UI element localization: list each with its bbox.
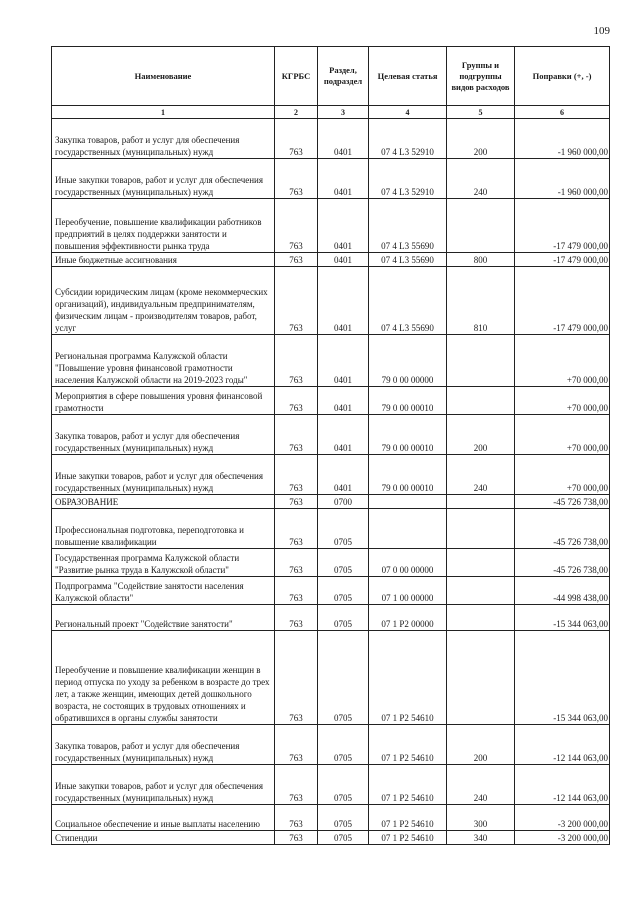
- cell-razdel: 0700: [318, 495, 369, 509]
- cell-target-article: [369, 509, 447, 549]
- column-number: 3: [318, 106, 369, 119]
- cell-amount: -1 960 000,00: [515, 159, 610, 199]
- cell-name: Иные закупки товаров, работ и услуг для обеспечения государственных (муниципальных) нужд: [52, 455, 275, 495]
- cell-name: Мероприятия в сфере повышения уровня финансовой грамотности: [52, 387, 275, 415]
- column-number-row: [52, 106, 610, 119]
- cell-expense-group: 300: [447, 805, 515, 831]
- table-row: [52, 805, 610, 831]
- cell-target-article: 79 0 00 00000: [369, 335, 447, 387]
- cell-razdel: 0401: [318, 199, 369, 253]
- cell-kgrbs: 763: [275, 765, 318, 805]
- cell-razdel: 0705: [318, 805, 369, 831]
- cell-expense-group: 800: [447, 253, 515, 267]
- cell-kgrbs: 763: [275, 267, 318, 335]
- header-vr: Группы и подгруппы видов расходов: [447, 47, 515, 106]
- cell-amount: -12 144 063,00: [515, 725, 610, 765]
- cell-amount: -17 479 000,00: [515, 267, 610, 335]
- cell-amount: -3 200 000,00: [515, 831, 610, 845]
- cell-amount: +70 000,00: [515, 455, 610, 495]
- cell-name: Иные бюджетные ассигнования: [52, 253, 275, 267]
- cell-razdel: 0401: [318, 119, 369, 159]
- cell-expense-group: 240: [447, 765, 515, 805]
- table-row: [52, 335, 610, 387]
- cell-amount: -45 726 738,00: [515, 509, 610, 549]
- table-row: [52, 549, 610, 577]
- cell-amount: +70 000,00: [515, 335, 610, 387]
- cell-target-article: [369, 495, 447, 509]
- cell-razdel: 0401: [318, 455, 369, 495]
- cell-amount: +70 000,00: [515, 387, 610, 415]
- cell-target-article: 07 1 P2 54610: [369, 765, 447, 805]
- cell-kgrbs: 763: [275, 631, 318, 725]
- cell-name: Региональный проект "Содействие занятости": [52, 605, 275, 631]
- cell-kgrbs: 763: [275, 387, 318, 415]
- cell-target-article: 07 1 P2 54610: [369, 631, 447, 725]
- cell-kgrbs: 763: [275, 119, 318, 159]
- header-row: [52, 47, 610, 106]
- table-row: [52, 831, 610, 845]
- cell-expense-group: [447, 335, 515, 387]
- cell-kgrbs: 763: [275, 159, 318, 199]
- cell-kgrbs: 763: [275, 577, 318, 605]
- column-number: 1: [52, 106, 275, 119]
- cell-razdel: 0401: [318, 415, 369, 455]
- cell-target-article: 07 4 L3 55690: [369, 253, 447, 267]
- cell-expense-group: 240: [447, 159, 515, 199]
- cell-kgrbs: 763: [275, 455, 318, 495]
- cell-amount: -15 344 063,00: [515, 631, 610, 725]
- cell-kgrbs: 763: [275, 199, 318, 253]
- column-number: 4: [369, 106, 447, 119]
- cell-target-article: 07 1 P2 54610: [369, 831, 447, 845]
- cell-razdel: 0705: [318, 765, 369, 805]
- cell-razdel: 0401: [318, 253, 369, 267]
- cell-expense-group: [447, 577, 515, 605]
- cell-expense-group: 240: [447, 455, 515, 495]
- cell-target-article: 07 4 L3 52910: [369, 119, 447, 159]
- cell-expense-group: [447, 631, 515, 725]
- cell-expense-group: [447, 605, 515, 631]
- cell-name: Иные закупки товаров, работ и услуг для обеспечения государственных (муниципальных) нужд: [52, 765, 275, 805]
- cell-razdel: 0705: [318, 509, 369, 549]
- cell-kgrbs: 763: [275, 415, 318, 455]
- table-row: [52, 267, 610, 335]
- cell-kgrbs: 763: [275, 831, 318, 845]
- table-row: [52, 509, 610, 549]
- cell-expense-group: 200: [447, 725, 515, 765]
- cell-amount: -44 998 438,00: [515, 577, 610, 605]
- cell-name: Профессиональная подготовка, переподготовка и повышение квалификации: [52, 509, 275, 549]
- cell-kgrbs: 763: [275, 605, 318, 631]
- cell-name: Закупка товаров, работ и услуг для обеспечения государственных (муниципальных) нужд: [52, 415, 275, 455]
- cell-name: ОБРАЗОВАНИЕ: [52, 495, 275, 509]
- table-row: [52, 605, 610, 631]
- cell-razdel: 0401: [318, 335, 369, 387]
- cell-amount: -17 479 000,00: [515, 253, 610, 267]
- table-row: [52, 577, 610, 605]
- cell-name: Государственная программа Калужской области "Развитие рынка труда в Калужской области": [52, 549, 275, 577]
- table-row: [52, 199, 610, 253]
- cell-target-article: 07 1 00 00000: [369, 577, 447, 605]
- header-razdel: Раздел, подраздел: [318, 47, 369, 106]
- cell-amount: -12 144 063,00: [515, 765, 610, 805]
- cell-kgrbs: 763: [275, 549, 318, 577]
- cell-razdel: 0705: [318, 725, 369, 765]
- cell-name: Социальное обеспечение и иные выплаты населению: [52, 805, 275, 831]
- cell-target-article: 79 0 00 00010: [369, 455, 447, 495]
- cell-expense-group: 200: [447, 119, 515, 159]
- cell-amount: -1 960 000,00: [515, 119, 610, 159]
- cell-name: Иные закупки товаров, работ и услуг для обеспечения государственных (муниципальных) нужд: [52, 159, 275, 199]
- cell-razdel: 0705: [318, 631, 369, 725]
- cell-name: Закупка товаров, работ и услуг для обеспечения государственных (муниципальных) нужд: [52, 119, 275, 159]
- table-row: [52, 725, 610, 765]
- budget-table-body: [52, 119, 610, 845]
- cell-kgrbs: 763: [275, 335, 318, 387]
- cell-target-article: 07 1 P2 54610: [369, 725, 447, 765]
- cell-razdel: 0401: [318, 267, 369, 335]
- cell-expense-group: 200: [447, 415, 515, 455]
- cell-expense-group: [447, 549, 515, 577]
- column-number: 5: [447, 106, 515, 119]
- cell-expense-group: [447, 387, 515, 415]
- cell-expense-group: [447, 509, 515, 549]
- cell-name: Субсидии юридическим лицам (кроме некоммерческих организаций), индивидуальным предпринимателям, физическим лицам - производителям товаров, работ, услуг: [52, 267, 275, 335]
- table-row: [52, 119, 610, 159]
- header-name: Наименование: [52, 47, 275, 106]
- cell-razdel: 0401: [318, 387, 369, 415]
- cell-amount: -17 479 000,00: [515, 199, 610, 253]
- cell-amount: -3 200 000,00: [515, 805, 610, 831]
- cell-name: Переобучение и повышение квалификации женщин в период отпуска по уходу за ребенком в возрасте до трех лет, а также женщин, имеющих детей дошкольного возраста, не состоящих в трудовых отношениях и обратившихся в органы службы занятости: [52, 631, 275, 725]
- cell-razdel: 0705: [318, 605, 369, 631]
- cell-expense-group: 340: [447, 831, 515, 845]
- cell-target-article: 07 1 P2 54610: [369, 805, 447, 831]
- cell-target-article: 79 0 00 00010: [369, 387, 447, 415]
- cell-name: Региональная программа Калужской области "Повышение уровня финансовой грамотности населения Калужской области на 2019-2023 годы": [52, 335, 275, 387]
- cell-expense-group: [447, 495, 515, 509]
- cell-name: Закупка товаров, работ и услуг для обеспечения государственных (муниципальных) нужд: [52, 725, 275, 765]
- budget-table: [51, 46, 610, 845]
- page-number: 109: [593, 25, 610, 37]
- cell-target-article: 07 0 00 00000: [369, 549, 447, 577]
- cell-razdel: 0705: [318, 831, 369, 845]
- cell-amount: -45 726 738,00: [515, 495, 610, 509]
- cell-expense-group: [447, 199, 515, 253]
- cell-target-article: 07 4 L3 55690: [369, 267, 447, 335]
- cell-name: Стипендии: [52, 831, 275, 845]
- table-row: [52, 765, 610, 805]
- cell-target-article: 07 4 L3 55690: [369, 199, 447, 253]
- cell-kgrbs: 763: [275, 509, 318, 549]
- cell-target-article: 07 4 L3 52910: [369, 159, 447, 199]
- cell-target-article: 07 1 P2 00000: [369, 605, 447, 631]
- table-row: [52, 455, 610, 495]
- cell-amount: -45 726 738,00: [515, 549, 610, 577]
- cell-expense-group: 810: [447, 267, 515, 335]
- cell-kgrbs: 763: [275, 725, 318, 765]
- header-kgrbs: КГРБС: [275, 47, 318, 106]
- column-number: 6: [515, 106, 610, 119]
- table-row: [52, 387, 610, 415]
- table-row: [52, 631, 610, 725]
- cell-razdel: 0705: [318, 577, 369, 605]
- cell-kgrbs: 763: [275, 253, 318, 267]
- cell-name: Подпрограмма "Содействие занятости населения Калужской области": [52, 577, 275, 605]
- header-csr: Целевая статья: [369, 47, 447, 106]
- cell-razdel: 0705: [318, 549, 369, 577]
- header-amount: Поправки (+, -): [515, 47, 610, 106]
- column-number: 2: [275, 106, 318, 119]
- table-row: [52, 253, 610, 267]
- cell-kgrbs: 763: [275, 805, 318, 831]
- cell-amount: +70 000,00: [515, 415, 610, 455]
- cell-amount: -15 344 063,00: [515, 605, 610, 631]
- table-row: [52, 495, 610, 509]
- cell-target-article: 79 0 00 00010: [369, 415, 447, 455]
- cell-name: Переобучение, повышение квалификации работников предприятий в целях поддержки занятости и повышения эффективности рынка труда: [52, 199, 275, 253]
- table-row: [52, 159, 610, 199]
- cell-razdel: 0401: [318, 159, 369, 199]
- table-row: [52, 415, 610, 455]
- cell-kgrbs: 763: [275, 495, 318, 509]
